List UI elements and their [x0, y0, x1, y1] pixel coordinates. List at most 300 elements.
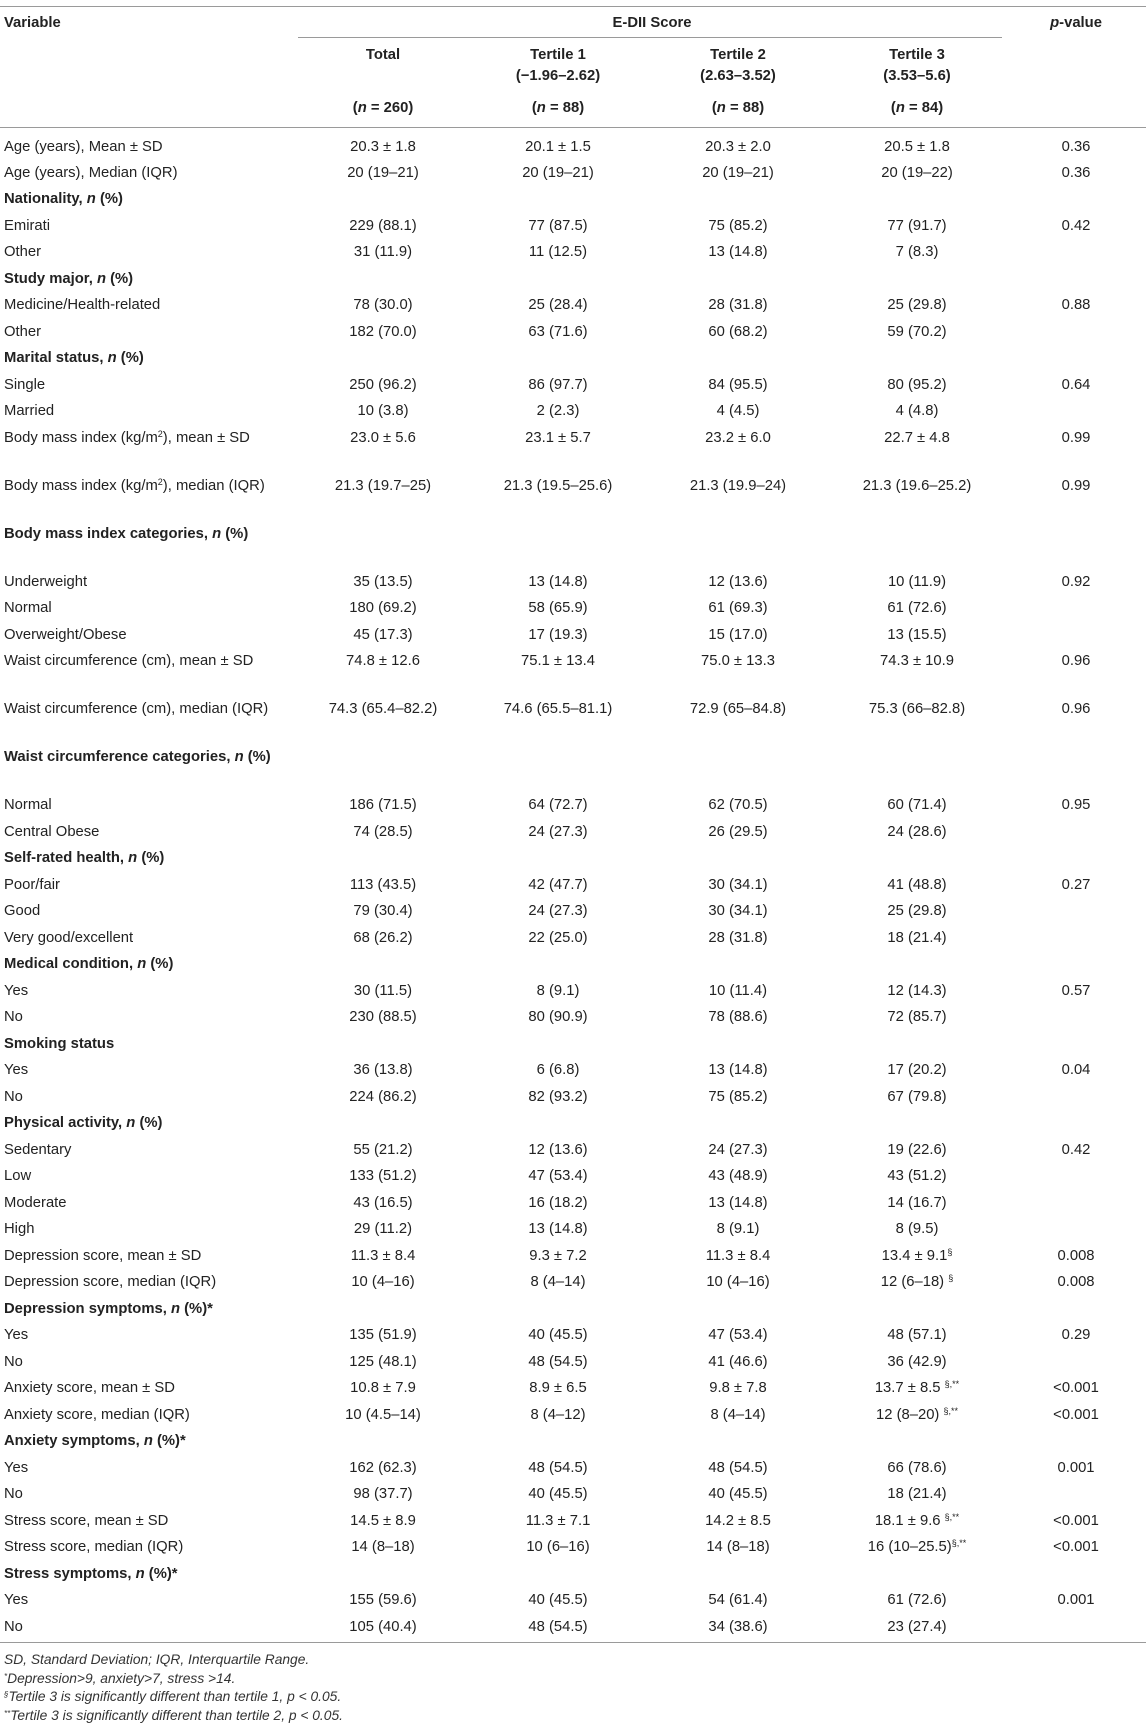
cell-total: 10 (4–16)	[351, 1274, 415, 1290]
cell-p: 0.04	[1061, 1062, 1091, 1078]
cell-p: 0.64	[1061, 376, 1091, 393]
cell-total: 29 (11.2)	[353, 1221, 413, 1237]
table-row	[0, 1349, 1146, 1376]
table-row	[0, 1190, 1146, 1217]
cell-t2	[648, 186, 828, 213]
cell-t1: 40 (45.5)	[528, 1592, 588, 1608]
cell-total	[298, 1031, 468, 1058]
cell-total	[298, 1428, 468, 1455]
cell-t1: 42 (47.7)	[528, 876, 588, 893]
row-label: Waist circumference (cm), mean ± SD	[4, 653, 254, 669]
cell-total: 35 (13.5)	[353, 573, 413, 590]
row-label: Other	[4, 323, 42, 340]
table-row	[0, 1084, 1146, 1111]
row-label: Other	[4, 244, 42, 260]
cell-t3	[828, 1031, 1006, 1058]
cell-total	[298, 951, 468, 978]
cell-t3: 7 (8.3)	[895, 244, 939, 260]
cell-t1: 8 (4–12)	[530, 1406, 586, 1423]
cell-t3: 24 (28.6)	[887, 823, 947, 840]
cell-total: 74.8 ± 12.6	[346, 653, 420, 669]
header-edii-group	[298, 7, 1006, 38]
footnote: **Tertile 3 is significantly different than tertile 2, p < 0.05.	[4, 1707, 343, 1723]
data-table	[0, 6, 1146, 1643]
cell-t2: 75 (85.2)	[708, 217, 768, 234]
table-section-row	[0, 845, 1146, 872]
header-pvalue-suffix: -value	[1059, 15, 1102, 31]
header-pvalue-italic: p	[1050, 15, 1060, 31]
cell-p	[1006, 1163, 1146, 1190]
cell-t3: 17 (20.2)	[887, 1062, 947, 1078]
cell-t2: 21.3 (19.9–24)	[689, 477, 787, 494]
footnote: §Tertile 3 is significantly different than tertile 1, p < 0.05.	[4, 1689, 342, 1704]
cell-t2: 24 (27.3)	[708, 1141, 768, 1158]
cell-t2: 41 (46.6)	[708, 1353, 768, 1370]
table-row	[0, 1455, 1146, 1482]
row-label: Normal	[4, 797, 52, 813]
cell-total: 135 (51.9)	[349, 1327, 417, 1343]
cell-t2: 75 (85.2)	[708, 1088, 768, 1105]
table-row	[0, 622, 1146, 649]
cell-p: 0.57	[1061, 982, 1091, 999]
table-section-row	[0, 1561, 1146, 1588]
cell-t1: 8.9 ± 6.5	[529, 1380, 587, 1396]
cell-t3: 59 (70.2)	[887, 323, 947, 340]
cell-total: 155 (59.6)	[349, 1592, 417, 1608]
table-section-row	[0, 186, 1146, 213]
cell-t1: 13 (14.8)	[528, 1221, 588, 1237]
cell-t3: 20.5 ± 1.8	[884, 139, 950, 155]
table-section-row	[0, 951, 1146, 978]
cell-t1	[468, 845, 648, 872]
cell-p: 0.27	[1061, 876, 1091, 893]
table-footnotes	[0, 1643, 1146, 1725]
cell-t2	[648, 951, 828, 978]
cell-t1	[468, 951, 648, 978]
cell-t1	[468, 744, 648, 792]
cell-total	[298, 186, 468, 213]
cell-t2: 62 (70.5)	[708, 797, 768, 813]
cell-t2: 54 (61.4)	[708, 1592, 768, 1608]
cell-t1	[468, 1561, 648, 1588]
header-edii-label: E-DII Score	[612, 15, 692, 31]
cell-p	[1006, 186, 1146, 213]
cell-t3: 12 (6–18) §	[880, 1273, 954, 1290]
table-row	[0, 1402, 1146, 1429]
cell-total: 20.3 ± 1.8	[350, 139, 416, 155]
table-row	[0, 792, 1146, 819]
table-row	[0, 292, 1146, 319]
cell-t3: 36 (42.9)	[887, 1353, 947, 1370]
cell-total: 36 (13.8)	[353, 1062, 413, 1078]
cell-t3: 18 (21.4)	[887, 1486, 947, 1502]
row-label: Anxiety score, median (IQR)	[4, 1406, 190, 1423]
cell-t3: 10 (11.9)	[887, 573, 947, 590]
cell-p: 0.42	[1061, 1141, 1091, 1158]
cell-t3: 25 (29.8)	[887, 903, 947, 919]
header-n-total: (n = 260)	[298, 87, 468, 128]
cell-t1: 75.1 ± 13.4	[521, 653, 595, 669]
row-label: Yes	[4, 1459, 29, 1476]
row-label: Stress symptoms, n (%)*	[4, 1565, 178, 1582]
cell-p: <0.001	[1053, 1512, 1099, 1529]
cell-t2	[648, 345, 828, 372]
cell-t1: 40 (45.5)	[528, 1486, 588, 1502]
cell-t1: 48 (54.5)	[468, 1614, 648, 1643]
cell-p	[1006, 239, 1146, 266]
cell-total: 250 (96.2)	[349, 376, 417, 393]
cell-total: 230 (88.5)	[349, 1009, 417, 1025]
cell-t3	[828, 521, 1006, 569]
cell-t2	[648, 1110, 828, 1137]
row-label: No	[4, 1353, 23, 1370]
cell-t1: 20.1 ± 1.5	[525, 139, 591, 155]
table-section-row	[0, 521, 1146, 569]
cell-total	[298, 521, 468, 569]
cell-t1: 48 (54.5)	[528, 1353, 588, 1370]
cell-total: 11.3 ± 8.4	[350, 1247, 416, 1264]
cell-total: 98 (37.7)	[353, 1486, 413, 1502]
cell-t2: 34 (38.6)	[648, 1614, 828, 1643]
cell-p	[1006, 1561, 1146, 1588]
cell-p	[1006, 1084, 1146, 1111]
cell-t1: 20 (19–21)	[522, 164, 594, 181]
cell-t1	[468, 521, 648, 569]
cell-total: 229 (88.1)	[349, 217, 417, 234]
table-row	[0, 425, 1146, 473]
cell-t3: 21.3 (19.6–25.2)	[862, 477, 972, 494]
cell-total: 10 (3.8)	[357, 403, 409, 419]
row-label: Single	[4, 376, 46, 393]
cell-t2: 14 (8–18)	[706, 1539, 770, 1555]
table-row	[0, 872, 1146, 899]
cell-t3	[828, 1428, 1006, 1455]
cell-t2: 13 (14.8)	[708, 1194, 768, 1211]
row-label: Nationality, n (%)	[4, 191, 123, 207]
cell-t2	[648, 1428, 828, 1455]
cell-t3: 25 (29.8)	[887, 297, 947, 313]
row-label: Depression symptoms, n (%)*	[4, 1300, 213, 1317]
cell-t1: 47 (53.4)	[528, 1168, 588, 1184]
table-row	[0, 648, 1146, 696]
cell-t3	[828, 186, 1006, 213]
table-row	[0, 1322, 1146, 1349]
cell-t3: 48 (57.1)	[887, 1327, 947, 1343]
cell-t2: 78 (88.6)	[708, 1009, 768, 1025]
table-section-row	[0, 1110, 1146, 1137]
cell-p	[1006, 1349, 1146, 1376]
cell-t1: 86 (97.7)	[528, 376, 588, 393]
row-label: Anxiety score, mean ± SD	[4, 1380, 175, 1396]
cell-t1: 8 (9.1)	[536, 982, 580, 999]
cell-t3: 61 (72.6)	[887, 600, 947, 616]
row-label: Good	[4, 903, 41, 919]
cell-p: 0.88	[1061, 297, 1091, 313]
cell-p	[1006, 1216, 1146, 1243]
cell-t3: 12 (8–20) §,**	[876, 1405, 958, 1423]
cell-t1: 9.3 ± 7.2	[529, 1247, 587, 1264]
cell-t2: 26 (29.5)	[708, 823, 768, 840]
table-row	[0, 1137, 1146, 1164]
cell-t3: 22.7 ± 4.8	[884, 429, 950, 446]
header-col-tertile3: Tertile 3 (3.53–5.6)	[883, 47, 951, 84]
cell-p: 0.29	[1061, 1327, 1091, 1343]
row-label: Married	[4, 403, 55, 419]
cell-t1: 13 (14.8)	[528, 573, 588, 590]
cell-total: 224 (86.2)	[349, 1088, 417, 1105]
table-row	[0, 128, 1146, 160]
cell-t1	[468, 345, 648, 372]
cell-p: <0.001	[1053, 1406, 1099, 1423]
cell-t3: 77 (91.7)	[887, 217, 947, 234]
cell-p	[1006, 595, 1146, 622]
row-label: Depression score, median (IQR)	[4, 1274, 217, 1290]
cell-total: 31 (11.9)	[353, 244, 413, 260]
cell-p: 0.008	[1057, 1247, 1095, 1264]
cell-t2: 60 (68.2)	[708, 323, 768, 340]
table-row	[0, 239, 1146, 266]
cell-t2	[648, 1561, 828, 1588]
cell-t3	[828, 1296, 1006, 1323]
cell-total: 68 (26.2)	[353, 929, 413, 946]
cell-total: 55 (21.2)	[353, 1141, 413, 1158]
cell-total: 45 (17.3)	[353, 626, 413, 643]
cell-t2: 43 (48.9)	[708, 1168, 768, 1184]
cell-total	[298, 744, 468, 792]
row-label: Central Obese	[4, 823, 100, 840]
cell-t2: 30 (34.1)	[708, 876, 768, 893]
table-row	[0, 473, 1146, 521]
row-label: Body mass index $(kg/m^2)$, median (IQR)	[4, 476, 265, 494]
cell-p	[1006, 898, 1146, 925]
cell-t3	[828, 1110, 1006, 1137]
header-n-tertile1: (n = 88)	[468, 87, 648, 128]
cell-total: 23.0 ± 5.6	[350, 429, 416, 446]
footnote: SD, Standard Deviation; IQR, Interquartile Range.	[4, 1652, 310, 1667]
cell-t1	[468, 266, 648, 293]
table-section-row	[0, 1031, 1146, 1058]
cell-p	[1006, 1110, 1146, 1137]
cell-t2: 20 (19–21)	[702, 164, 774, 181]
cell-t3: 75.3 (66–82.8)	[868, 701, 966, 717]
cell-p: 0.001	[1057, 1592, 1095, 1608]
cell-p: 0.42	[1061, 217, 1091, 234]
table-section-row	[0, 1296, 1146, 1323]
row-label: Age (years), Mean ± SD	[4, 139, 163, 155]
cell-p: 0.001	[1057, 1459, 1095, 1476]
cell-p: <0.001	[1053, 1539, 1099, 1555]
cell-total: 14 (8–18)	[351, 1539, 415, 1555]
cell-p	[1006, 398, 1146, 425]
row-label: Waist circumference (cm), median (IQR)	[4, 701, 269, 717]
row-label: Yes	[4, 1327, 29, 1343]
cell-total: 10.8 ± 7.9	[350, 1380, 416, 1396]
cell-t1: 63 (71.6)	[528, 323, 588, 340]
header-col-tertile2: Tertile 2 (2.63–3.52)	[700, 47, 776, 84]
table-row	[0, 925, 1146, 952]
cell-t3: 13.4 ± 9.1§	[881, 1246, 953, 1264]
row-label: Overweight/Obese	[4, 626, 127, 643]
table-section-row	[0, 266, 1146, 293]
table-row	[0, 1004, 1146, 1031]
cell-p	[1006, 1031, 1146, 1058]
cell-total: 125 (48.1)	[349, 1353, 417, 1370]
cell-total	[298, 266, 468, 293]
table-row	[0, 213, 1146, 240]
cell-p	[1006, 951, 1146, 978]
table-row	[0, 1216, 1146, 1243]
cell-t2	[648, 1031, 828, 1058]
table-row	[0, 569, 1146, 596]
cell-t1	[468, 1031, 648, 1058]
cell-p	[1006, 319, 1146, 346]
cell-total	[298, 1110, 468, 1137]
cell-t3: 23 (27.4)	[828, 1614, 1006, 1643]
cell-t3	[828, 1561, 1006, 1588]
cell-p	[1006, 266, 1146, 293]
cell-p	[1006, 744, 1146, 792]
row-label: Stress score, median (IQR)	[4, 1539, 184, 1555]
cell-t1: 11 (12.5)	[528, 244, 588, 260]
cell-t3: 16 (10–25.5)§,**	[867, 1538, 967, 1555]
cell-t2: 10 (4–16)	[706, 1274, 770, 1290]
row-label: Physical activity, n (%)	[4, 1115, 163, 1131]
cell-p	[1006, 1004, 1146, 1031]
cell-total	[298, 1296, 468, 1323]
table-row	[0, 1614, 1146, 1643]
row-label: Poor/fair	[4, 876, 60, 893]
cell-t1	[468, 1110, 648, 1137]
cell-p	[1006, 1614, 1146, 1643]
cell-t2	[648, 744, 828, 792]
cell-t1: 58 (65.9)	[528, 600, 588, 616]
cell-t3: 13 (15.5)	[887, 626, 947, 643]
cell-t2: 10 (11.4)	[708, 982, 768, 999]
cell-t2: 8 (4–14)	[710, 1406, 766, 1423]
cell-t1: 8 (4–14)	[530, 1274, 586, 1290]
cell-t1: 48 (54.5)	[528, 1459, 588, 1476]
cell-t2: 9.8 ± 7.8	[709, 1380, 767, 1396]
header-pvalue	[1006, 7, 1146, 38]
row-label: Depression score, mean ± SD	[4, 1247, 202, 1264]
cell-t1: 12 (13.6)	[528, 1141, 588, 1158]
cell-t3: 74.3 ± 10.9	[880, 653, 954, 669]
cell-p	[1006, 1481, 1146, 1508]
cell-t3: 4 (4.8)	[895, 403, 939, 419]
cell-total: 113 (43.5)	[349, 876, 417, 893]
cell-t3: 61 (72.6)	[887, 1592, 947, 1608]
cell-p	[1006, 1428, 1146, 1455]
cell-t3	[828, 266, 1006, 293]
cell-t2: 48 (54.5)	[708, 1459, 768, 1476]
cell-total: 20 (19–21)	[347, 164, 419, 181]
cell-p	[1006, 622, 1146, 649]
cell-p: 0.95	[1061, 797, 1091, 813]
cell-p	[1006, 819, 1146, 846]
row-label: Underweight	[4, 573, 88, 590]
row-label: Emirati	[4, 217, 51, 234]
cell-t1: 10 (6–16)	[526, 1539, 590, 1555]
row-label: Low	[4, 1168, 32, 1184]
cell-t2	[648, 266, 828, 293]
cell-t1	[468, 1296, 648, 1323]
cell-t2: 20.3 ± 2.0	[705, 139, 771, 155]
cell-p: 0.92	[1061, 573, 1091, 590]
cell-t2: 28 (31.8)	[708, 297, 768, 313]
row-label: Sedentary	[4, 1141, 72, 1158]
cell-p	[1006, 345, 1146, 372]
cell-t2: 30 (34.1)	[708, 903, 768, 919]
row-label: Yes	[4, 982, 29, 999]
cell-p: <0.001	[1053, 1380, 1099, 1396]
table-row	[0, 1163, 1146, 1190]
cell-t2: 84 (95.5)	[708, 376, 768, 393]
table-row	[0, 319, 1146, 346]
cell-total	[298, 1561, 468, 1588]
cell-total: 105 (40.4)	[298, 1614, 468, 1643]
cell-p	[1006, 1190, 1146, 1217]
cell-total: 10 (4.5–14)	[345, 1406, 421, 1423]
row-label: Age (years), Median (IQR)	[4, 164, 178, 181]
row-label: Body mass index $(kg/m^2)$, mean ± SD	[4, 428, 250, 446]
cell-t2	[648, 845, 828, 872]
table-row	[0, 1481, 1146, 1508]
cell-p: 0.99	[1061, 477, 1091, 494]
cell-t3: 18 (21.4)	[887, 929, 947, 946]
cell-t3: 12 (14.3)	[887, 982, 947, 999]
cell-t1: 82 (93.2)	[528, 1088, 588, 1105]
table-row	[0, 1587, 1146, 1614]
cell-t2: 11.3 ± 8.4	[705, 1247, 771, 1264]
cell-total: 180 (69.2)	[349, 600, 417, 616]
row-label: Smoking status	[4, 1035, 115, 1052]
cell-t1: 22 (25.0)	[528, 929, 588, 946]
cell-t2: 23.2 ± 6.0	[705, 429, 771, 446]
cell-t1: 80 (90.9)	[528, 1009, 588, 1025]
cell-total: 14.5 ± 8.9	[350, 1512, 416, 1529]
cell-p	[1006, 925, 1146, 952]
cell-t1: 11.3 ± 7.1	[525, 1512, 591, 1529]
cell-t1: 2 (2.3)	[536, 403, 580, 419]
cell-p	[1006, 845, 1146, 872]
cell-t1: 24 (27.3)	[528, 903, 588, 919]
cell-t2: 28 (31.8)	[708, 929, 768, 946]
table-section-row	[0, 1428, 1146, 1455]
cell-p: 0.96	[1061, 653, 1091, 669]
row-label: Yes	[4, 1062, 29, 1078]
cell-total: 133 (51.2)	[349, 1168, 417, 1184]
row-label: Normal	[4, 600, 52, 616]
cell-total	[298, 345, 468, 372]
cell-t1	[468, 1428, 648, 1455]
cell-t2	[648, 521, 828, 569]
cell-t1: 21.3 (19.5–25.6)	[503, 477, 613, 494]
table-row	[0, 398, 1146, 425]
table-row	[0, 898, 1146, 925]
table-row	[0, 1243, 1146, 1270]
row-label: High	[4, 1221, 35, 1237]
table-section-row	[0, 744, 1146, 792]
cell-t2: 13 (14.8)	[708, 1062, 768, 1078]
cell-t3	[828, 951, 1006, 978]
header-n-tertile2: (n = 88)	[648, 87, 828, 128]
table-row	[0, 1057, 1146, 1084]
cell-p: 0.96	[1061, 701, 1091, 717]
cell-t3	[828, 345, 1006, 372]
cell-t2: 14.2 ± 8.5	[705, 1512, 771, 1529]
cell-total: 21.3 (19.7–25)	[334, 477, 432, 494]
row-label: Anxiety symptoms, n (%)*	[4, 1433, 186, 1449]
